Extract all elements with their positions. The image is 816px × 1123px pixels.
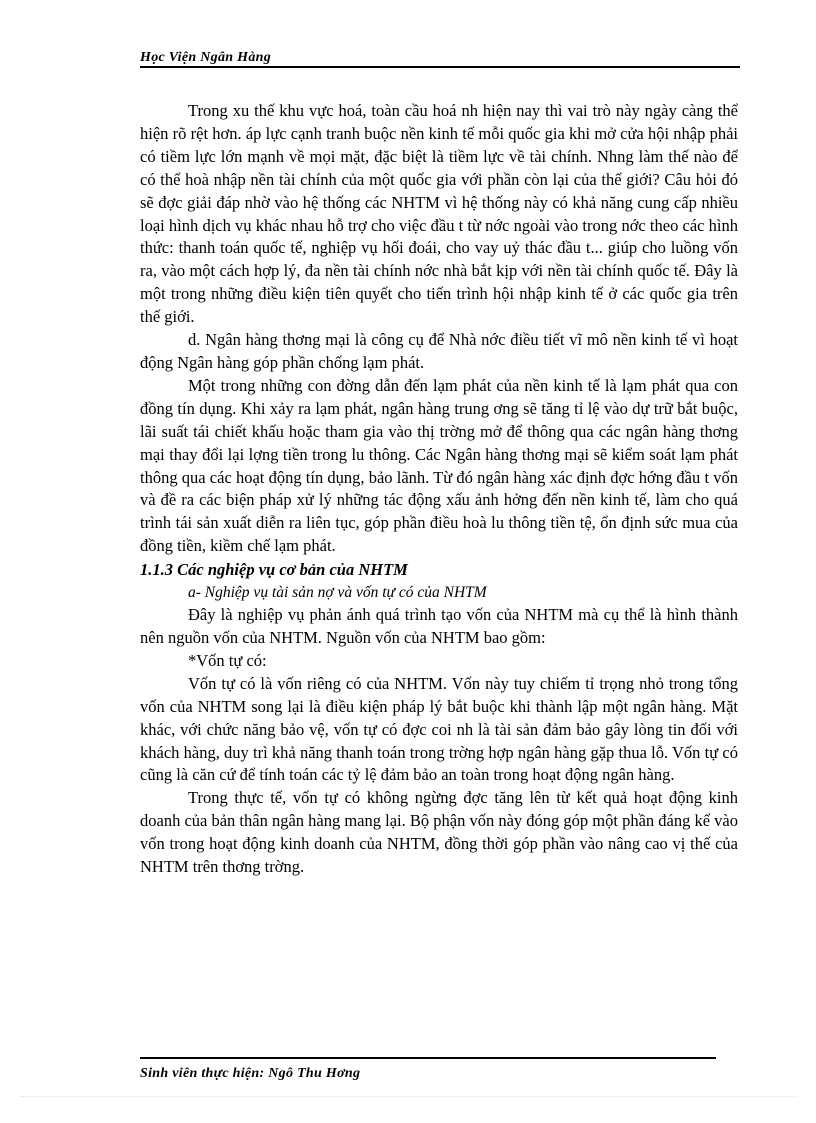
paragraph-equity-growth: Trong thực tế, vốn tự có không ngừng đợc tăng lên từ kết quả hoạt động kinh doanh của bản thân ngân hàng mang lại. Bộ phận vốn này đóng góp một phần đáng kể vào vốn trong hoạt động kinh doanh của NHTM, đồng thời góp phần vào nâng cao vị thế của NHTM trên thơng trờng. bbox=[140, 788, 738, 877]
subsection-heading: a- Nghiệp vụ tài sản nợ và vốn tự có của NHTM bbox=[188, 584, 487, 602]
paragraph-equity-label: *Vốn tự có: bbox=[188, 650, 267, 670]
page-header-title: Học Viện Ngân Hàng bbox=[140, 50, 272, 65]
footer-divider bbox=[140, 1057, 716, 1059]
paragraph-equity: Vốn tự có là vốn riêng có của NHTM. Vốn này tuy chiếm tỉ trọng nhỏ trong tổng vốn của NHTM song lại là điều kiện pháp lý bắt buộc khi thành lập một ngân hàng. Mặt khác, với chức năng bảo vệ, vốn tự có đợc coi nh là tài sản đảm bảo gây lòng tin đối với khách hàng, duy trì khả năng thanh toán trong trờng hợp ngân hàng gặp thua lỗ. Vốn tự có cũng là căn cứ để tính toán các tỷ lệ đảm bảo an toàn trong hoạt động ngân hàng. bbox=[140, 673, 738, 785]
document-body bbox=[140, 100, 738, 879]
header-divider bbox=[140, 66, 740, 68]
paragraph-macro-tool: d. Ngân hàng thơng mại là công cụ để Nhà nớc điều tiết vĩ mô nền kinh tế vì hoạt động Ngân hàng góp phần chống lạm phát. bbox=[140, 330, 738, 372]
paragraph-integration: Trong xu thế khu vực hoá, toàn cầu hoá nh hiện nay thì vai trò này ngày càng thể hiện rõ rệt hơn. áp lực cạnh tranh buộc nền kinh tế mỗi quốc gia khi mở cửa hội nhập phải có tiềm lực lớn mạnh về mọi mặt, đặc biệt là tiềm lực về tài chính. Nhng làm thế nào để có thể hoà nhập nền tài chính của một quốc gia với phần còn lại của thế giới? Câu hỏi đó sẽ đợc giải đáp nhờ vào hệ thống các NHTM vì hệ thống này có khả năng cung cấp nhiều loại hình dịch vụ khác nhau hỗ trợ cho việc đầu t từ nớc ngoài vào trong nớc theo các hình thức: thanh toán quốc tế, nghiệp vụ hối đoái, cho vay uỷ thác đầu t... giúp cho luồng vốn ra, vào một cách hợp lý, đa nền tài chính nớc nhà bắt kịp với nền tài chính quốc tế. Đây là một trong những điều kiện tiên quyết cho tiến trình hội nhập kinh tế ở các quốc gia trên thế giới. bbox=[140, 101, 738, 327]
page-footer-author: Sinh viên thực hiện: Ngô Thu Hơng bbox=[140, 1066, 361, 1081]
page-bottom-edge bbox=[20, 1096, 796, 1097]
paragraph-capital-sources: Đây là nghiệp vụ phản ánh quá trình tạo vốn của NHTM mà cụ thể là hình thành nên nguồn vốn của NHTM. Nguồn vốn của NHTM bao gồm: bbox=[140, 605, 738, 648]
paragraph-inflation: Một trong những con đờng dẫn đến lạm phát của nền kinh tế là lạm phát qua con đồng tín dụng. Khi xảy ra lạm phát, ngân hàng trung ơng sẽ tăng tỉ lệ vào dự trữ bắt buộc, lãi suất tái chiết khấu hoặc tham gia vào thị trờng mở để thông qua các ngân hàng thơng mại thay đổi lại lợng tiền trong lu thông. Các Ngân hàng thơng mại sẽ kiểm soát lạm phát thông qua các hoạt động tín dụng, bảo lãnh. Từ đó ngân hàng xác định đợc hớng đầu t vốn và đề ra các biện pháp xử lý những tác động xấu ảnh hởng đến nền kinh tế, làm cho quá trình tái sản xuất diễn ra liên tục, góp phần điều hoà lu thông tiền tệ, ổn định sức mua của đồng tiền, kiềm chế lạm phát. bbox=[140, 375, 738, 556]
section-heading: 1.1.3 Các nghiệp vụ cơ bản của NHTM bbox=[140, 560, 408, 580]
